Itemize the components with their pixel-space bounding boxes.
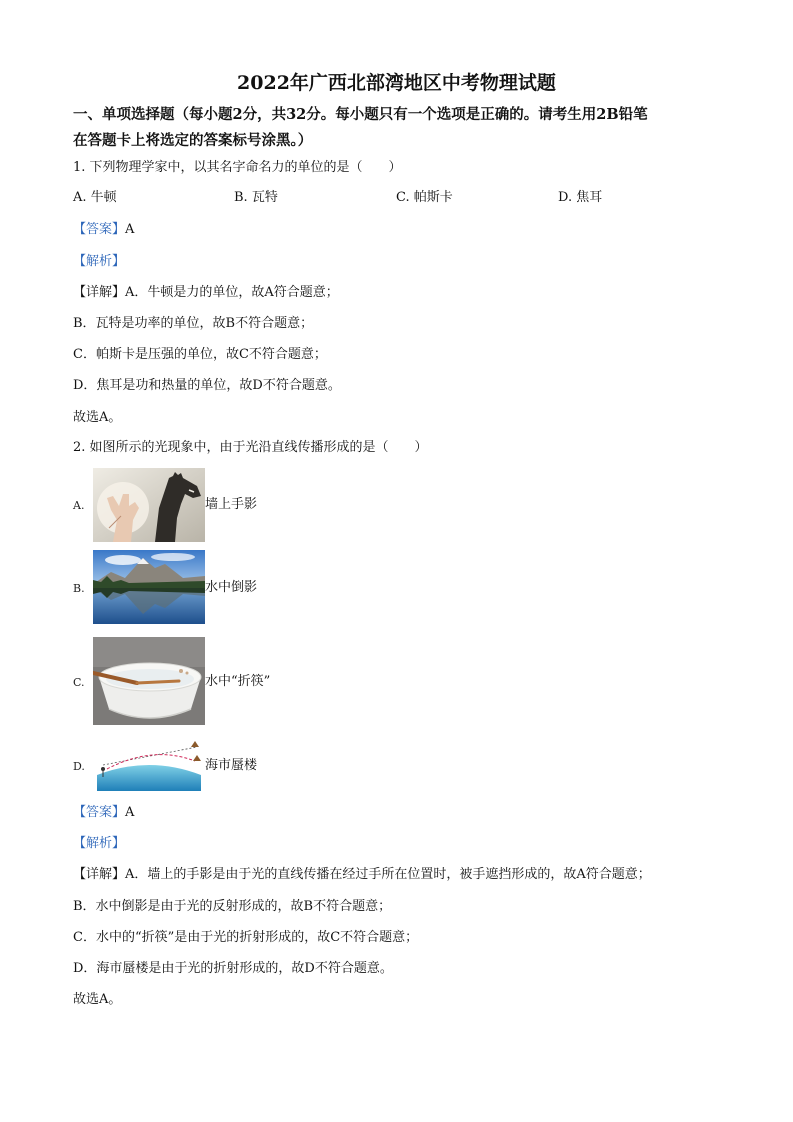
q1-option-d: D. 焦耳 — [558, 190, 603, 205]
q1-detail-b: B．瓦特是功率的单位，故B不符合题意； — [73, 316, 314, 331]
q1-option-c: C. 帕斯卡 — [396, 190, 453, 205]
hand-shadow-image — [93, 468, 205, 542]
q2-option-d-caption: 海市蜃楼 — [205, 758, 258, 773]
q2-option-a-letter: A. — [73, 499, 85, 512]
q2-answer-value: A — [125, 805, 135, 820]
page-title: 2022年广西北部湾地区中考物理试题 — [237, 72, 556, 94]
q1-answer — [73, 222, 134, 238]
q2-answer-tag: 【答案】 — [73, 805, 126, 820]
q2-detail-c: C．水中的“折筷”是由于光的折射形成的，故C不符合题意； — [73, 930, 419, 945]
q2-option-c-caption: 水中“折筷” — [205, 674, 271, 689]
q2-option-d-letter: D. — [73, 760, 85, 773]
section-heading-line1: 一、单项选择题（每小题2分，共32分。每小题只有一个选项是正确的。请考生用2B铅笔 — [73, 106, 648, 123]
q2-option-a-caption: 墙上手影 — [205, 497, 258, 512]
q1-stem: 1. 下列物理学家中，以其名字命名力的单位的是（ ） — [73, 160, 402, 175]
q2-detail-d: D．海市蜃楼是由于光的折射形成的，故D不符合题意。 — [73, 961, 393, 976]
mirage-diagram-image — [93, 739, 205, 791]
q2-detail-a — [73, 867, 651, 883]
q1-detail-d: D．焦耳是功和热量的单位，故D不符合题意。 — [73, 378, 341, 393]
q1-answer-value: A — [125, 222, 135, 237]
q1-detail-a-text: A．牛顿是力的单位，故A符合题意； — [125, 285, 339, 300]
q2-option-c-letter: C. — [73, 676, 85, 689]
q1-detail-tag: 【详解】 — [73, 285, 126, 300]
q2-stem: 2. 如图所示的光现象中，由于光沿直线传播形成的是（ ） — [73, 440, 428, 455]
q1-conclusion: 故选A。 — [73, 410, 122, 425]
q1-analysis-tag: 【解析】 — [73, 254, 126, 269]
q1-option-a: A. 牛顿 — [73, 190, 117, 205]
chopstick-bowl-image — [93, 637, 205, 725]
q2-detail-b: B．水中倒影是由于光的反射形成的，故B不符合题意； — [73, 899, 392, 914]
q1-option-b: B. 瓦特 — [234, 190, 278, 205]
q2-option-b-letter: B. — [73, 582, 85, 595]
q1-detail-a — [73, 285, 339, 301]
q2-detail-a-text: A．墙上的手影是由于光的直线传播在经过手所在位置时，被手遮挡形成的，故A符合题意； — [125, 867, 651, 882]
q2-answer — [73, 805, 134, 821]
q1-answer-tag: 【答案】 — [73, 222, 126, 237]
q2-option-b-caption: 水中倒影 — [205, 580, 258, 595]
lake-reflection-image — [93, 550, 205, 624]
q2-conclusion: 故选A。 — [73, 992, 122, 1007]
q2-analysis-tag: 【解析】 — [73, 836, 126, 851]
section-heading-line2: 在答题卡上将选定的答案标号涂黑。） — [73, 132, 313, 149]
q1-detail-c: C．帕斯卡是压强的单位，故C不符合题意； — [73, 347, 327, 362]
q2-detail-tag: 【详解】 — [73, 867, 126, 882]
